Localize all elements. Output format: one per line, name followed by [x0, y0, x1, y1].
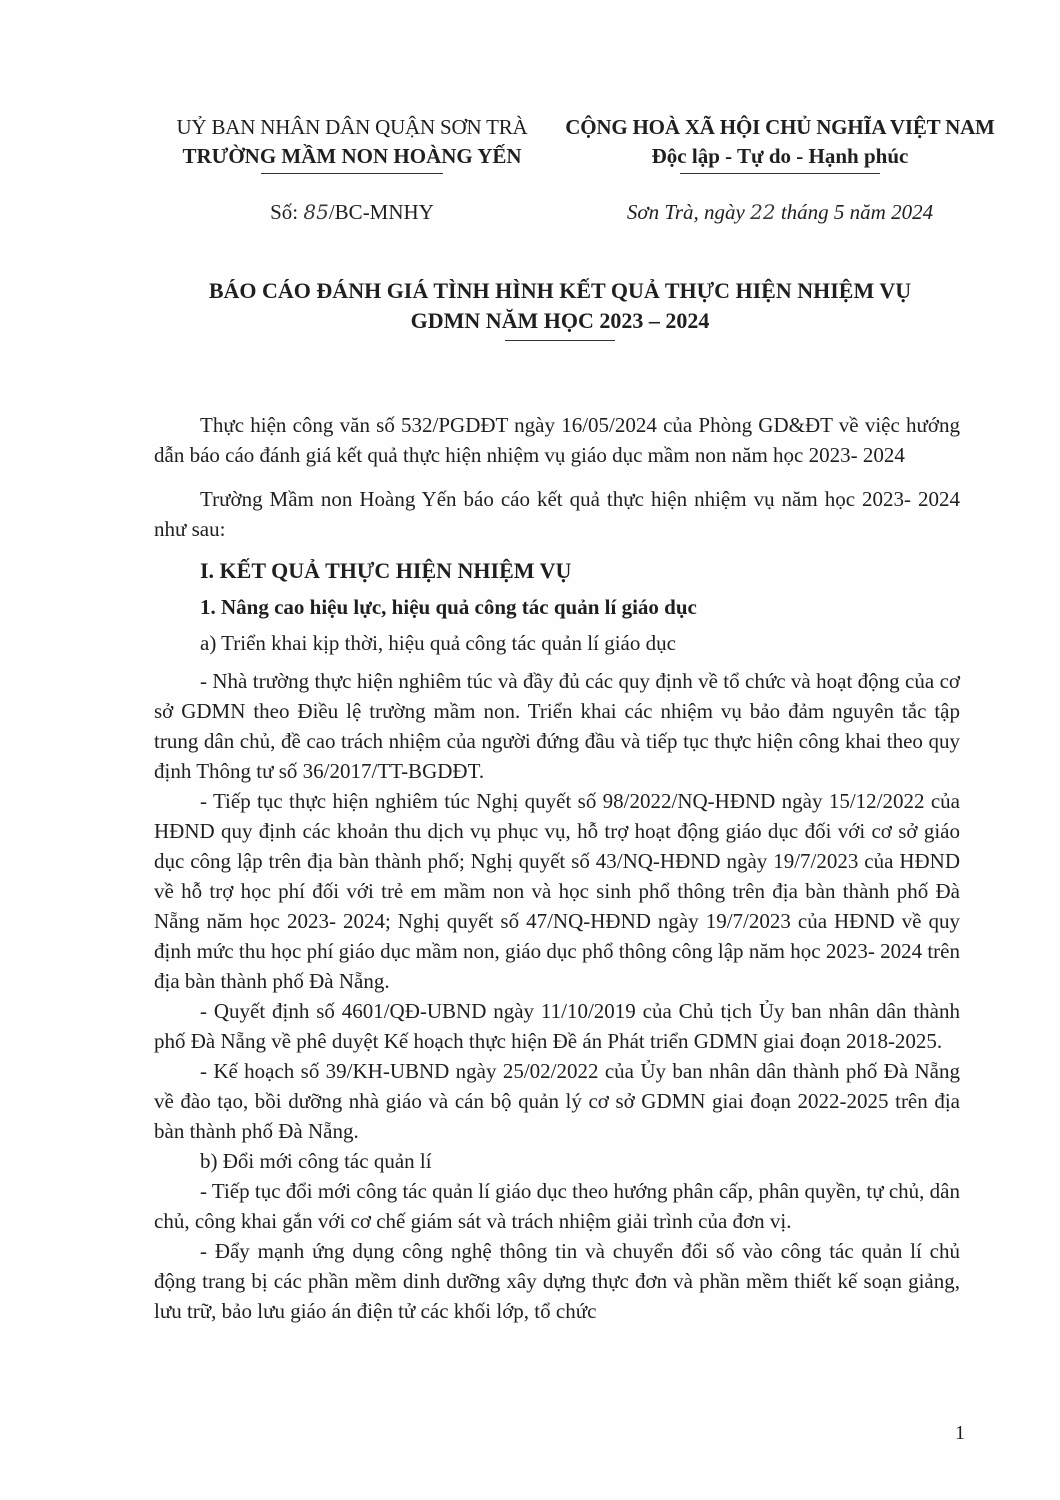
list-item: - Đẩy mạnh ứng dụng công nghệ thông tin và chuyển đổi số vào công tác quản lí chủ động trang bị các phần mềm dinh dưỡng xây dựng thực đơn và phần mềm thiết kế soạn giảng, lưu trữ, bảo lưu giáo án điện tử các khối lớp, tổ chức	[154, 1239, 960, 1323]
title-line-1: BÁO CÁO ĐÁNH GIÁ TÌNH HÌNH KẾT QUẢ THỰC HIỆN NHIỆM VỤ	[208, 278, 912, 303]
document-body	[154, 410, 960, 1326]
section-heading: I. KẾT QUẢ THỰC HIỆN NHIỆM VỤ	[200, 558, 572, 583]
doc-number-prefix: Số:	[270, 200, 304, 224]
handwritten-day: 22	[750, 200, 776, 224]
date-prefix: Sơn Trà, ngày	[626, 200, 751, 224]
subsection-b-heading: b) Đổi mới công tác quản lí	[200, 1149, 432, 1173]
list-item: - Kế hoạch số 39/KH-UBND ngày 25/02/2022 của Ủy ban nhân dân thành phố Đà Nẵng về đào tạo, bồi dưỡng nhà giáo và cán bộ quản lý cơ sở GDMN giai đoạn 2022-2025 trên địa bàn thành phố Đà Nẵng.	[154, 1059, 960, 1143]
list-item: - Tiếp tục đổi mới công tác quản lí giáo dục theo hướng phân cấp, phân quyền, tự chủ, dân chủ, công khai gắn với cơ chế giám sát và trách nhiệm giải trình của đơn vị.	[154, 1179, 960, 1233]
school-name: TRƯỜNG MẦM NON HOÀNG YẾN	[182, 144, 522, 168]
list-item: - Nhà trường thực hiện nghiêm túc và đầy đủ các quy định về tổ chức và hoạt động của cơ sở GDMN theo Điều lệ trường mầm non. Triển khai các nhiệm vụ bảo đảm nguyên tắc tập trung dân chủ, đề cao trách nhiệm của người đứng đầu và tiếp tục thực hiện công khai theo quy định Thông tư số 36/2017/TT-BGDĐT.	[154, 669, 960, 783]
handwritten-number: 85	[303, 200, 329, 224]
list-item: - Tiếp tục thực hiện nghiêm túc Nghị quyết số 98/2022/NQ-HĐND ngày 15/12/2022 của HĐND quy định các khoản thu dịch vụ phục vụ, hỗ trợ hoạt động giáo dục đối với cơ sở giáo dục công lập trên địa bàn thành phố; Nghị quyết số 43/NQ-HĐND ngày 19/7/2023 của HĐND về hỗ trợ học phí đối với trẻ em mầm non và học sinh phổ thông trên địa bàn thành phố Đà Nẵng năm học 2023- 2024; Nghị quyết số 47/NQ-HĐND ngày 19/7/2023 của HĐND về quy định mức thu học phí giáo dục mầm non, giáo dục phổ thông công lập năm học 2023- 2024 trên địa bàn thành phố Đà Nẵng.	[154, 789, 960, 993]
national-motto	[560, 113, 1000, 174]
place-and-date	[560, 200, 1000, 225]
intro-paragraph-1: Thực hiện công văn số 532/PGDĐT ngày 16/05/2024 của Phòng GD&ĐT về việc hướng dẫn báo cáo đánh giá kết quả thực hiện nhiệm vụ giáo dục mầm non năm học 2023- 2024	[154, 413, 960, 467]
doc-number-suffix: /BC-MNHY	[328, 200, 434, 224]
page-number: 1	[955, 1422, 965, 1444]
country-name: CỘNG HOÀ XÃ HỘI CHỦ NGHĨA VIỆT NAM	[565, 115, 995, 139]
document-number	[152, 200, 552, 225]
subsection-heading: 1. Nâng cao hiệu lực, hiệu quả công tác quản lí giáo dục	[200, 595, 697, 619]
issuing-authority	[152, 113, 552, 174]
subsection-a-heading: a) Triển khai kịp thời, hiệu quả công tác quản lí giáo dục	[200, 631, 676, 655]
divider	[680, 173, 880, 174]
divider	[261, 173, 443, 174]
intro-paragraph-2: Trường Mầm non Hoàng Yến báo cáo kết quả thực hiện nhiệm vụ năm học 2023- 2024 như sau:	[154, 487, 960, 541]
list-item: - Quyết định số 4601/QĐ-UBND ngày 11/10/2019 của Chủ tịch Ủy ban nhân dân thành phố Đà Nẵng về phê duyệt Kế hoạch thực hiện Đề án Phát triển GDMN giai đoạn 2018-2025.	[154, 999, 960, 1053]
authority-name: UỶ BAN NHÂN DÂN QUẬN SƠN TRÀ	[176, 115, 528, 139]
date-suffix: tháng 5 năm 2024	[775, 200, 934, 224]
motto: Độc lập - Tự do - Hạnh phúc	[651, 144, 909, 168]
title-line-2: GDMN NĂM HỌC 2023 – 2024	[410, 308, 710, 333]
divider	[505, 340, 615, 341]
document-title	[150, 276, 970, 341]
